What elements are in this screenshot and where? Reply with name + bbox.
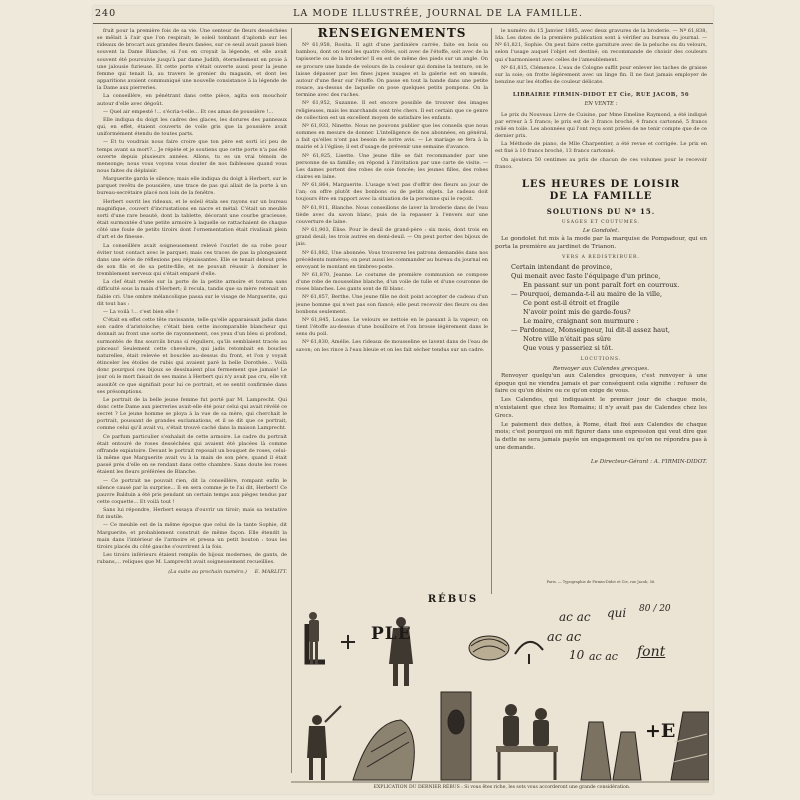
rebus-drawing bbox=[291, 602, 709, 784]
novel-footer bbox=[97, 569, 287, 576]
answer-paragraph: Nº 61,882, Une abonnée. Vous trouverez les patrons demandés dans nos précédents numéros; on peut aussi les commander au bureau du journal en envoyant le montant en timbres-poste. bbox=[296, 249, 488, 270]
rebus-fraction: 80 / 20 bbox=[639, 604, 671, 614]
answer-paragraph: Nº 61,830, Amélie. Les rideaux de mousseline se lavent dans de l'eau de savon; on les rince à l'eau bleuie et on les fait sécher tendus sur un cadre. bbox=[296, 339, 488, 353]
verse-line: Que vous y passeriez si tôt. bbox=[523, 344, 614, 353]
verse-line: Certain intendant de province, bbox=[511, 263, 613, 272]
renseignements-text bbox=[296, 42, 488, 354]
answer-paragraph: Nº 61,845, Louise. Le velours se nettoie en le passant à la vapeur; on tient l'étoffe au-dessus d'une bouilloire et l'on brosse légèrement dans le sens du poil. bbox=[296, 316, 488, 338]
verse-line: Le maire, craignant son murmure : bbox=[523, 317, 639, 326]
rebus-plus-e: +E bbox=[645, 720, 676, 742]
heures-title bbox=[495, 179, 707, 203]
novel-paragraph: La clef était restée sur la porte de la petite armoire et tourna sans difficulté sous la main d'Herbert; il recula, tandis que sa mère retenait un faible cri. Une ombre mélancolique passa sur le visage de Marguerite, qui dit tout bas : bbox=[97, 279, 287, 307]
en-vente-text bbox=[495, 112, 707, 171]
gondolet-title: Le Gondolet. bbox=[582, 228, 620, 235]
novel-paragraph: — Quel air empesté !... s'écria-t-elle... Et ces amas de poussière !... bbox=[103, 108, 274, 115]
novel-paragraph: Elle indiqua du doigt les cadres des glaces, les dorures des panneaux qui, en effet, étaient couverts de voile gris que la poussière avait uniformément étendu de toutes parts. bbox=[97, 116, 287, 138]
rebus-shelter bbox=[671, 712, 709, 780]
rebus-script-ac3: ac ac bbox=[589, 650, 618, 663]
answer-paragraph: Nº 61,857, Berthe. Une jeune fille ne doit point accepter de cadeau d'un jeune homme qui n'est pas son fiancé; elle peut recevoir des fleurs ou des bonbons seulement. bbox=[296, 294, 488, 315]
novel-paragraph: — Et tu voudrais nous faire croire que ton père est sorti ici peu de temps avant sa mort?... Je répète et je soutiens que cette porte n'a pas été ouverte depuis plusieurs années. Allons, tu es un vrai témoin de mensonge; nous vous voyons vous douter de nos faiblesses quand vous nous faites du déplaisir. bbox=[97, 139, 287, 174]
right-column bbox=[495, 28, 707, 588]
novel-paragraph: fruit pour la première fois de sa vie. Une senteur de fleurs desséchées se mêlait à l'air que l'on respirait; le soleil tombant d'aplomb sur les rideaux de brocart aux grandes fleurs fanées, sur ce seuil avait passé bien souvent la Dame Blanche, si l'on en croyait la légende, et elle avait souvent été poursuivie jusqu'à par dame Judith, éternellement en proie à une jalousie furieuse. Et cette porte s'était ouverte aussi pour la jeune femme qui tenait là, au travers le grenier du magasin, et dont les apparitions avaient communiqué une nouvelle consistance à la légende de la Dame aux pierreries. bbox=[97, 28, 287, 92]
rebus-explanation: EXPLICATION DU DERNIER RÉBUS : Si vous êtes riche, les sots vous accorderont une grande considération. bbox=[373, 785, 631, 790]
calendes-text bbox=[495, 373, 707, 453]
novel-column bbox=[97, 28, 287, 770]
novel-paragraph: — Ce meuble est de la même époque que celui de la tante Sophie, dit Marguerite, et probablement construit de même façon. Elle étendit la main dans l'intérieur de l'armoire et pressa un petit bouton : tous les tiroirs placés du côté gauche s'ouvrirent à la fois. bbox=[97, 522, 287, 550]
rebus-sailor bbox=[307, 706, 341, 780]
rebus-script-10: 10 bbox=[569, 648, 585, 662]
novel-paragraph: Les tiroirs inférieurs étaient remplis de bijoux modernes, de gants, de rubans,... reliques que M. Lamprecht avait soigneusement recueillies. bbox=[97, 552, 287, 566]
novel-paragraph: Herbert ouvrit les rideaux, et le soleil étala ses rayons sur un bureau magnifique, couvert d'incrustations en nacre et métal. C'était un meuble sorti d'une rare beauté, dont la tablette, décorant une courbe gracieuse, était surmontée d'une petite armoire à laquelle se rattachaient de chaque côté une foule de petits tiroirs dont l'ornementation était rivalisait plein d'art et de finesse. bbox=[97, 198, 287, 241]
novel-paragraph: Sans lui répondre, Herbert essaya d'ouvrir un tiroir; mais sa tentative fut inutile. bbox=[97, 507, 287, 521]
solutions-heading: SOLUTIONS DU Nº 15. bbox=[546, 206, 656, 216]
heures-title-line1: LES HEURES DE LOISIR bbox=[521, 178, 681, 190]
verse-line: Notre ville n'était pas sûre bbox=[523, 335, 612, 344]
verse-line: N'avoir point mis de garde-fous? bbox=[523, 308, 631, 317]
heures-title-line2: DE LA FAMILLE bbox=[549, 190, 653, 202]
rebus-tree bbox=[441, 692, 471, 780]
novel-paragraph: La conseillère avait soigneusement relevé l'ourlet de sa robe pour éviter tout contact avec le parquet; mais ces traces de pas la plongeaient dans une série de réflexions peu réjouissantes. Elle se tenait debout près de son fils et de sa petite-fille, et ne pouvait réussir à dominer le tremblement nerveux qui s'était emparé d'elle. bbox=[97, 242, 287, 278]
answer-paragraph: Nº 61,903, Élise. Pour le deuil de grand-père : six mois, dont trois en grand deuil; les trois autres en demi-deuil. — On peut porter des bijoux de jais. bbox=[296, 227, 488, 248]
rebus-illustration bbox=[291, 602, 709, 784]
locutions-heading: LOCUTIONS. bbox=[580, 357, 622, 363]
renseignements-title: RENSEIGNEMENTS bbox=[317, 28, 467, 40]
verse-line: En passant sur un pont paraît fort en courroux. bbox=[523, 281, 680, 290]
rebus-hay-stacks bbox=[581, 722, 641, 780]
answer-paragraph: le numéro du 15 Janvier 1885, avec deux gravures de la broderie. — Nº 61,838, Ida. Les dates de la première publication sont à vérifier au bureau du journal. — Nº 61,821, Sophie. On peut faire cette garniture avec de la peluche ou du velours, selon l'usage auquel l'objet est destiné; on recommande de choisir des couleurs qui s'harmonisent avec celles de l'ameublement. bbox=[495, 28, 707, 63]
continued-note: (La suite au prochain numéro.) bbox=[168, 569, 247, 576]
calendes-paragraph: Les Calendes, qui indiquaient le premier jour de chaque mois, n'existaient que chez les Romains; il n'y avait pas de Calendes chez les Grecs. bbox=[495, 397, 707, 419]
rebus-word-ple: PLE bbox=[371, 624, 412, 644]
novel-text bbox=[97, 28, 287, 566]
rebus-walking-man bbox=[309, 612, 319, 664]
rebus-plus-sign bbox=[341, 635, 355, 649]
calendes-paragraph: Renvoyer quelqu'un aux Calendes grecques, c'est renvoyer à une époque qui ne viendra jamais et par conséquent cela signifie : refuser de faire ce qu'on désire ou ce qu'on exige de vous. bbox=[495, 372, 707, 395]
answers-continued bbox=[495, 28, 707, 86]
gondolet-text: Le gondolet fut mis à la mode par la marquise de Pompadour, qui en porta la première au jardinet de Trianon. bbox=[495, 236, 707, 251]
verse-line: — Pourquoi, demanda-t-il au maire de la ville, bbox=[511, 290, 663, 299]
rebus-title: RÉBUS bbox=[427, 594, 479, 605]
verse-line: Qui menait avec faste l'équipage d'un prince, bbox=[511, 272, 661, 281]
answer-paragraph: Nº 61,925, Lisette. Une jeune fille se fait recommander par une personne de sa famille; on répond à l'invitation par une carte de visite. — Les dames portent des robes de soie foncée; les jeunes filles, des robes claires en laine. bbox=[296, 152, 488, 180]
rebus-script-ac1: ac ac bbox=[559, 610, 591, 624]
vers-heading: VERS A REDISTRIBUER. bbox=[562, 255, 640, 261]
vente-paragraph: Le prix du Nouveau Livre de Cuisine, par Mme Emeline Raymond, a été indiqué par erreur à 5 francs; le prix est de 3 francs broché, 4 francs cartonné, 5 francs relié en toile. Les abonnées qui l'ont reçu sont priées de ne tenir compte que de ce dernier prix. bbox=[495, 111, 707, 140]
page-number: 240 bbox=[95, 8, 117, 19]
rebus-script-qui: qui bbox=[607, 606, 627, 620]
novel-paragraph: — Ce portrait ne pouvait rien, dit la conseillère, rompant enfin le silence causé par la surprise... Il en sera comme je te l'ai dit, Herbert! Ce pauvre Balduin a été pris pendant un certain temps aux pièges tendus par cette coquette... Et voilà tout ! bbox=[97, 477, 287, 505]
verse-line: — Pardonnez, Monseigneur, lui dit-il assez haut, bbox=[511, 326, 670, 335]
librairie-heading: LIBRAIRIE FIRMIN-DIDOT ET Cie, RUE JACOB, 56 bbox=[512, 92, 690, 99]
column-divider bbox=[491, 28, 492, 594]
vente-paragraph: La Méthode de piano, de Mlle Charpentier, a été revue et corrigée. Le prix en est fixé à 10 francs broché, 13 francs cartonné. bbox=[495, 141, 707, 155]
novel-paragraph: Le portrait de la belle jeune femme fut porté par M. Lamprecht. Qui donc cette Dame aux pierreries avait-elle été pour celui qui avait révélé ce secret ? Le jeune homme se ploya à la vue de sa mère, qui cherchait le portrait, poussant de grandes exclamations, et il se dit que ce portrait, comme celui qu'il avait vu, s'était trouvé caché dans la maison Lamprecht. bbox=[97, 396, 287, 432]
verses-block bbox=[495, 263, 707, 353]
answer-paragraph: Nº 61,952, Suzanne. Il est encore possible de trouver des images religieuses, mais les marchands sont très chers. Il est certain que ce genre de collection est un excellent moyen de satisfaire les enfants. bbox=[296, 100, 488, 121]
novel-paragraph: Ce parfum particulier s'exhalait de cette armoire. Le cadre du portrait était entouré de roses desséchées qui avaient été placées là comme offrande expiatoire. Devant le portrait reposait un bouquet de roses, celui-là même que Marguerite avait vu à la main de son père, quand il était passé près d'elle en se rendant dans cette chambre. Sans doute les roses étaient les fleurs préférées de Blanche. bbox=[97, 433, 287, 476]
calendes-title: Renvoyer aux Calendes grecques. bbox=[552, 365, 650, 372]
answer-paragraph: Nº 61,933, Ninette. Nous ne pouvons publier que les conseils que nous sommes en mesure de donner. L'intelligence de nos abonnées, en général, a fait qu'elles n'ont pas besoin de notre avis. — Le mariage se fera à la mairie et à l'église; il est d'usage de prévenir une semaine d'avance. bbox=[296, 122, 488, 151]
novel-paragraph: La conseillère, en pénétrant dans cette pièce, agita son mouchoir autour d'elle avec dégoût. bbox=[97, 93, 287, 107]
novel-paragraph: Marguerite garda le silence; mais elle indiqua du doigt à Herbert, sur le parquet revêtu de poussière, une trace de pas qui allait de la porte à un bureau-secrétaire placé non loin de la fenêtre. bbox=[97, 176, 287, 197]
rebus-melon bbox=[469, 636, 509, 660]
answer-paragraph: Nº 61,864, Marguerite. L'usage n'est pas d'offrir des fleurs au jour de l'an; on offre plutôt des bonbons ou de petits objets. Le cadeau doit toujours être en rapport avec la situation de la personne qui le reçoit. bbox=[296, 182, 488, 203]
printer-line: Paris. — Typographie de Firmin-Didot et Cie, rue Jacob, 56. bbox=[546, 580, 656, 584]
verse-line: Ce pont est-il étroit et fragile bbox=[523, 299, 620, 308]
journal-title: LA MODE ILLUSTRÉE, JOURNAL DE LA FAMILLE. bbox=[293, 8, 583, 19]
answer-paragraph: Nº 61,958, Rosita. Il agit d'une jardinière carrée, faite en bois ou bambou, dont on tend les quatre côtés, soit avec de l'étoffe, soit avec de la tapisserie ou de la broderie! Il en est de même des pieds sur un angle. On se procure une bande de velours de la couleur qui domine la tenture, on le laisse dépasser par les fines jupes nuages et la galerie est en nœuds, autour d'une fleur sur l'étoffe. On passe en tout la bande dans une petite rosace, au-dessus de laquelle on pose quelques petits pompons. On la termine avec des ruches. bbox=[296, 42, 488, 99]
novel-paragraph: C'était en effet cette tête ravissante, telle qu'elle apparaissait jadis dans son cadre d'aristoloche; c'était bien cette incomparable blancheur qui donnait au front une sorte de rayonnement, ces yeux d'un bleu si profond, surmontés de fins sourcils bruns si réguliers, qu'ils semblaient tracés au pinceau! Seulement cette chevelure, qui jadis retombait en boucles naturelles, était relevée et bouclée au-dessus du front, et l'on y voyait étinceler les étoiles de rubis qui avaient paré la belle Dorothée... Voilà donc pourquoi ces bijoux se dessinaient plus fermement que jamais! Le jour où le mort faisait de ses mains à Herbert qui n'y avait pas cru, elle vit aussitôt ce que signifiait pour lui ce portrait, et se sentit confirmée dans ses présomptions. bbox=[97, 317, 287, 395]
vente-paragraph: On ajoutera 50 centimes au prix de chacun de ces volumes pour le recevoir franco. bbox=[495, 156, 707, 170]
answer-paragraph: Nº 61,870, Jeanne. Le costume de première communion se compose d'une robe de mousseline blanche, d'un voile de tulle et d'une couronne de roses blanches. Les gants sont de fil blanc. bbox=[296, 272, 488, 293]
calendes-paragraph: Le paiement des dettes, à Rome, était fixé aux Calendes de chaque mois; c'est pourquoi on mit figurer dans une expression qui veut dire que la dette ne sera jamais payée un engagement ou qu'on ne répondra pas à une demande. bbox=[495, 421, 707, 451]
usages-heading: USAGES ET COUTUMES. bbox=[561, 219, 641, 225]
renseignements-column bbox=[296, 28, 488, 588]
header-rule bbox=[93, 23, 713, 24]
newspaper-page bbox=[93, 6, 713, 794]
novel-author: E. MARLITT. bbox=[254, 569, 287, 576]
en-vente-label: EN VENTE : bbox=[584, 101, 618, 108]
rebus-script-font: font bbox=[637, 644, 666, 660]
rebus-sickle bbox=[515, 642, 543, 664]
answer-paragraph: Nº 61,911, Blanche. Nous conseillons de laver la broderie dans de l'eau tiède avec du savon blanc, puis de la repasser à l'envers sur une couverture de laine. bbox=[296, 204, 488, 225]
page-header bbox=[93, 8, 713, 22]
novel-paragraph: — La voilà !... c'est bien elle ! bbox=[103, 308, 179, 315]
rebus-seated-figures bbox=[496, 704, 558, 780]
director-signature: Le Directeur-Gérant : A. FIRMIN-DIDOT. bbox=[590, 458, 707, 465]
rebus-script-ac2: ac ac bbox=[547, 630, 582, 645]
answer-paragraph: Nº 61,815, Clémence. L'eau de Cologne suffit pour enlever les taches de graisse sur la soie; on frotte légèrement avec un linge fin. Il ne faut jamais employer de benzine sur les étoffes de couleur délicate. bbox=[495, 64, 707, 86]
rebus-hay-bundle bbox=[353, 720, 414, 780]
